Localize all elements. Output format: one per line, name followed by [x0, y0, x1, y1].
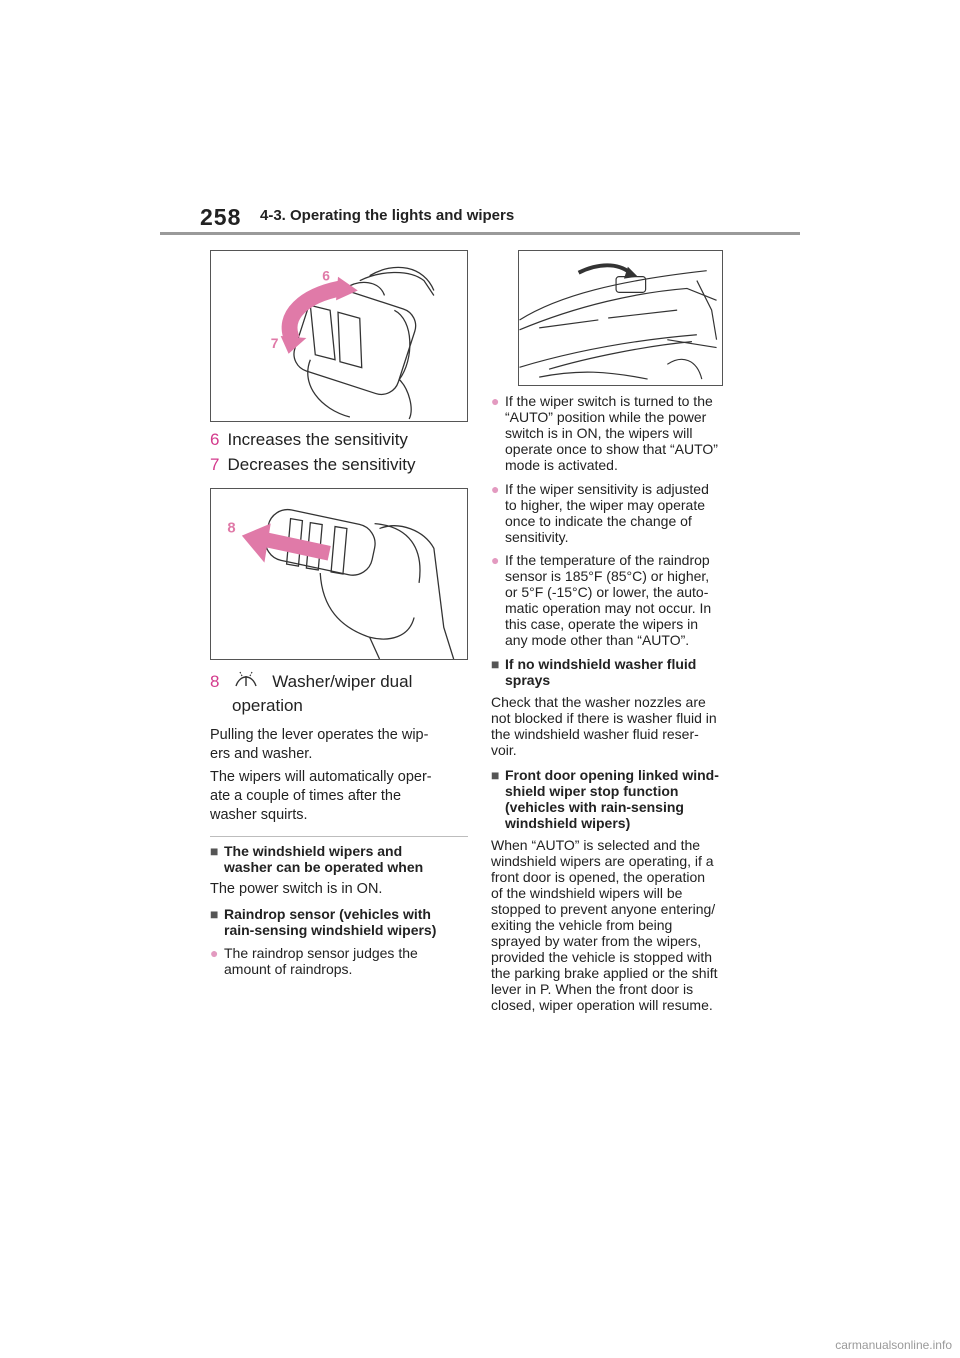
- paragraph-power-switch: [210, 880, 470, 899]
- paragraph-line: The power switch is in ON.: [210, 881, 383, 897]
- figure-label-7: 7: [270, 334, 279, 351]
- bullet-temperature: [491, 552, 753, 648]
- bullet-line: operate once to show that “AUTO”: [505, 441, 718, 457]
- paragraph-pull-lever: [210, 726, 470, 764]
- paragraph-line: washer squirts.: [210, 807, 308, 823]
- bullet-line: or 5°F (-15°C) or lower, the auto-: [505, 584, 709, 600]
- paragraph-auto-operate: [210, 768, 470, 825]
- figure-label-6: 6: [322, 267, 330, 284]
- paragraph-line: the windshield washer fluid reser-: [491, 726, 699, 742]
- bullet-line: sensor is 185°F (85°C) or higher,: [505, 568, 710, 584]
- item-text-6: Increases the sensitivity: [227, 430, 408, 449]
- bullet-auto-position: [491, 393, 753, 473]
- header-divider: [160, 232, 800, 235]
- paragraph-line: windshield wipers are operating, if a: [491, 853, 714, 869]
- paragraph-line: When “AUTO” is selected and the: [491, 837, 701, 853]
- item-number-7: 7: [210, 455, 220, 474]
- paragraph-line: stopped to prevent anyone entering/: [491, 901, 716, 917]
- windshield-sensor-illustration: [519, 251, 722, 385]
- heading-raindrop-sensor: [210, 906, 472, 938]
- paragraph-line: Check that the washer nozzles are: [491, 694, 706, 710]
- paragraph-line: closed, wiper operation will resume.: [491, 997, 713, 1013]
- section-divider: [210, 836, 468, 837]
- bullet-line: If the temperature of the raindrop: [505, 552, 710, 568]
- heading-line: windshield wipers): [505, 815, 631, 831]
- heading-no-washer-fluid: [491, 656, 753, 688]
- bullet-line: to higher, the wiper may operate: [505, 497, 706, 513]
- paragraph-line: sprayed by water from the wipers,: [491, 933, 702, 949]
- bullet-dot-icon: ●: [491, 481, 500, 497]
- paragraph-line: Pulling the lever operates the wip-: [210, 727, 429, 743]
- washer-wiper-icon: [232, 670, 260, 690]
- paragraph-line: ers and washer.: [210, 746, 313, 762]
- heading-line: sprays: [505, 672, 551, 688]
- bullet-line: switch is in ON, the wipers will: [505, 425, 693, 441]
- watermark: carmanualsonline.info: [835, 1338, 952, 1352]
- windshield-sensor-figure: [518, 250, 723, 386]
- item-decrease-sensitivity: [210, 453, 416, 477]
- heading-front-door-linked: [491, 767, 753, 831]
- paragraph-line: voir.: [491, 742, 517, 758]
- bullet-line: once to indicate the change of: [505, 513, 692, 529]
- paragraph-front-door: [491, 837, 753, 1013]
- paragraph-line: exiting the vehicle from being: [491, 917, 673, 933]
- bullet-dot-icon: ●: [491, 393, 500, 409]
- item-text-8-line1: Washer/wiper dual: [272, 672, 413, 691]
- bullet-line: The raindrop sensor judges the: [224, 945, 418, 961]
- item-number-8: 8: [210, 672, 220, 691]
- bullet-line: sensitivity.: [505, 529, 569, 545]
- heading-line: The windshield wipers and: [224, 843, 403, 859]
- washer-lever-illustration: [211, 489, 467, 659]
- heading-operated-when: [210, 843, 472, 875]
- square-bullet-icon: ■: [210, 906, 219, 922]
- square-bullet-icon: ■: [491, 656, 500, 672]
- heading-line: shield wiper stop function: [505, 783, 679, 799]
- heading-line: Front door opening linked wind-: [505, 767, 719, 783]
- paragraph-line: front door is opened, the operation: [491, 869, 706, 885]
- page-number: 258: [200, 204, 242, 230]
- heading-line: (vehicles with rain-sensing: [505, 799, 684, 815]
- paragraph-line: lever in P. When the front door is: [491, 981, 694, 997]
- bullet-dot-icon: ●: [491, 552, 500, 568]
- paragraph-line: of the windshield wipers will be: [491, 885, 683, 901]
- bullet-sensitivity-adjusted: [491, 481, 753, 545]
- heading-line: Raindrop sensor (vehicles with: [224, 906, 431, 922]
- item-number-6: 6: [210, 430, 220, 449]
- paragraph-line: ate a couple of times after the: [210, 788, 402, 804]
- figure-label-8: 8: [227, 520, 236, 537]
- bullet-line: amount of raindrops.: [224, 961, 353, 977]
- section-title: 4-3. Operating the lights and wipers: [260, 207, 515, 224]
- sensitivity-dial-illustration: [211, 251, 467, 421]
- bullet-raindrop-judges: [210, 945, 472, 977]
- heading-line: If no windshield washer fluid: [505, 656, 697, 672]
- bullet-line: any mode other than “AUTO”.: [505, 632, 690, 648]
- washer-lever-figure: [210, 488, 468, 660]
- paragraph-line: The wipers will automatically oper-: [210, 769, 432, 785]
- square-bullet-icon: ■: [491, 767, 500, 783]
- paragraph-line: the parking brake applied or the shift: [491, 965, 718, 981]
- bullet-line: If the wiper sensitivity is adjusted: [505, 481, 709, 497]
- paragraph-washer-nozzles: [491, 694, 753, 758]
- paragraph-line: not blocked if there is washer fluid in: [491, 710, 717, 726]
- heading-line: washer can be operated when: [224, 859, 424, 875]
- bullet-line: matic operation may not occur. In: [505, 600, 712, 616]
- bullet-line: If the wiper switch is turned to the: [505, 393, 713, 409]
- bullet-dot-icon: ●: [210, 945, 219, 961]
- bullet-line: “AUTO” position while the power: [505, 409, 707, 425]
- item-text-8-line2: operation: [232, 696, 303, 715]
- item-washer-wiper: [210, 670, 470, 718]
- heading-line: rain-sensing windshield wipers): [224, 922, 437, 938]
- bullet-line: this case, operate the wipers in: [505, 616, 698, 632]
- item-text-7: Decreases the sensitivity: [227, 455, 416, 474]
- sensitivity-dial-figure: [210, 250, 468, 422]
- item-increase-sensitivity: [210, 428, 408, 452]
- bullet-line: mode is activated.: [505, 457, 618, 473]
- paragraph-line: provided the vehicle is stopped with: [491, 949, 713, 965]
- square-bullet-icon: ■: [210, 843, 219, 859]
